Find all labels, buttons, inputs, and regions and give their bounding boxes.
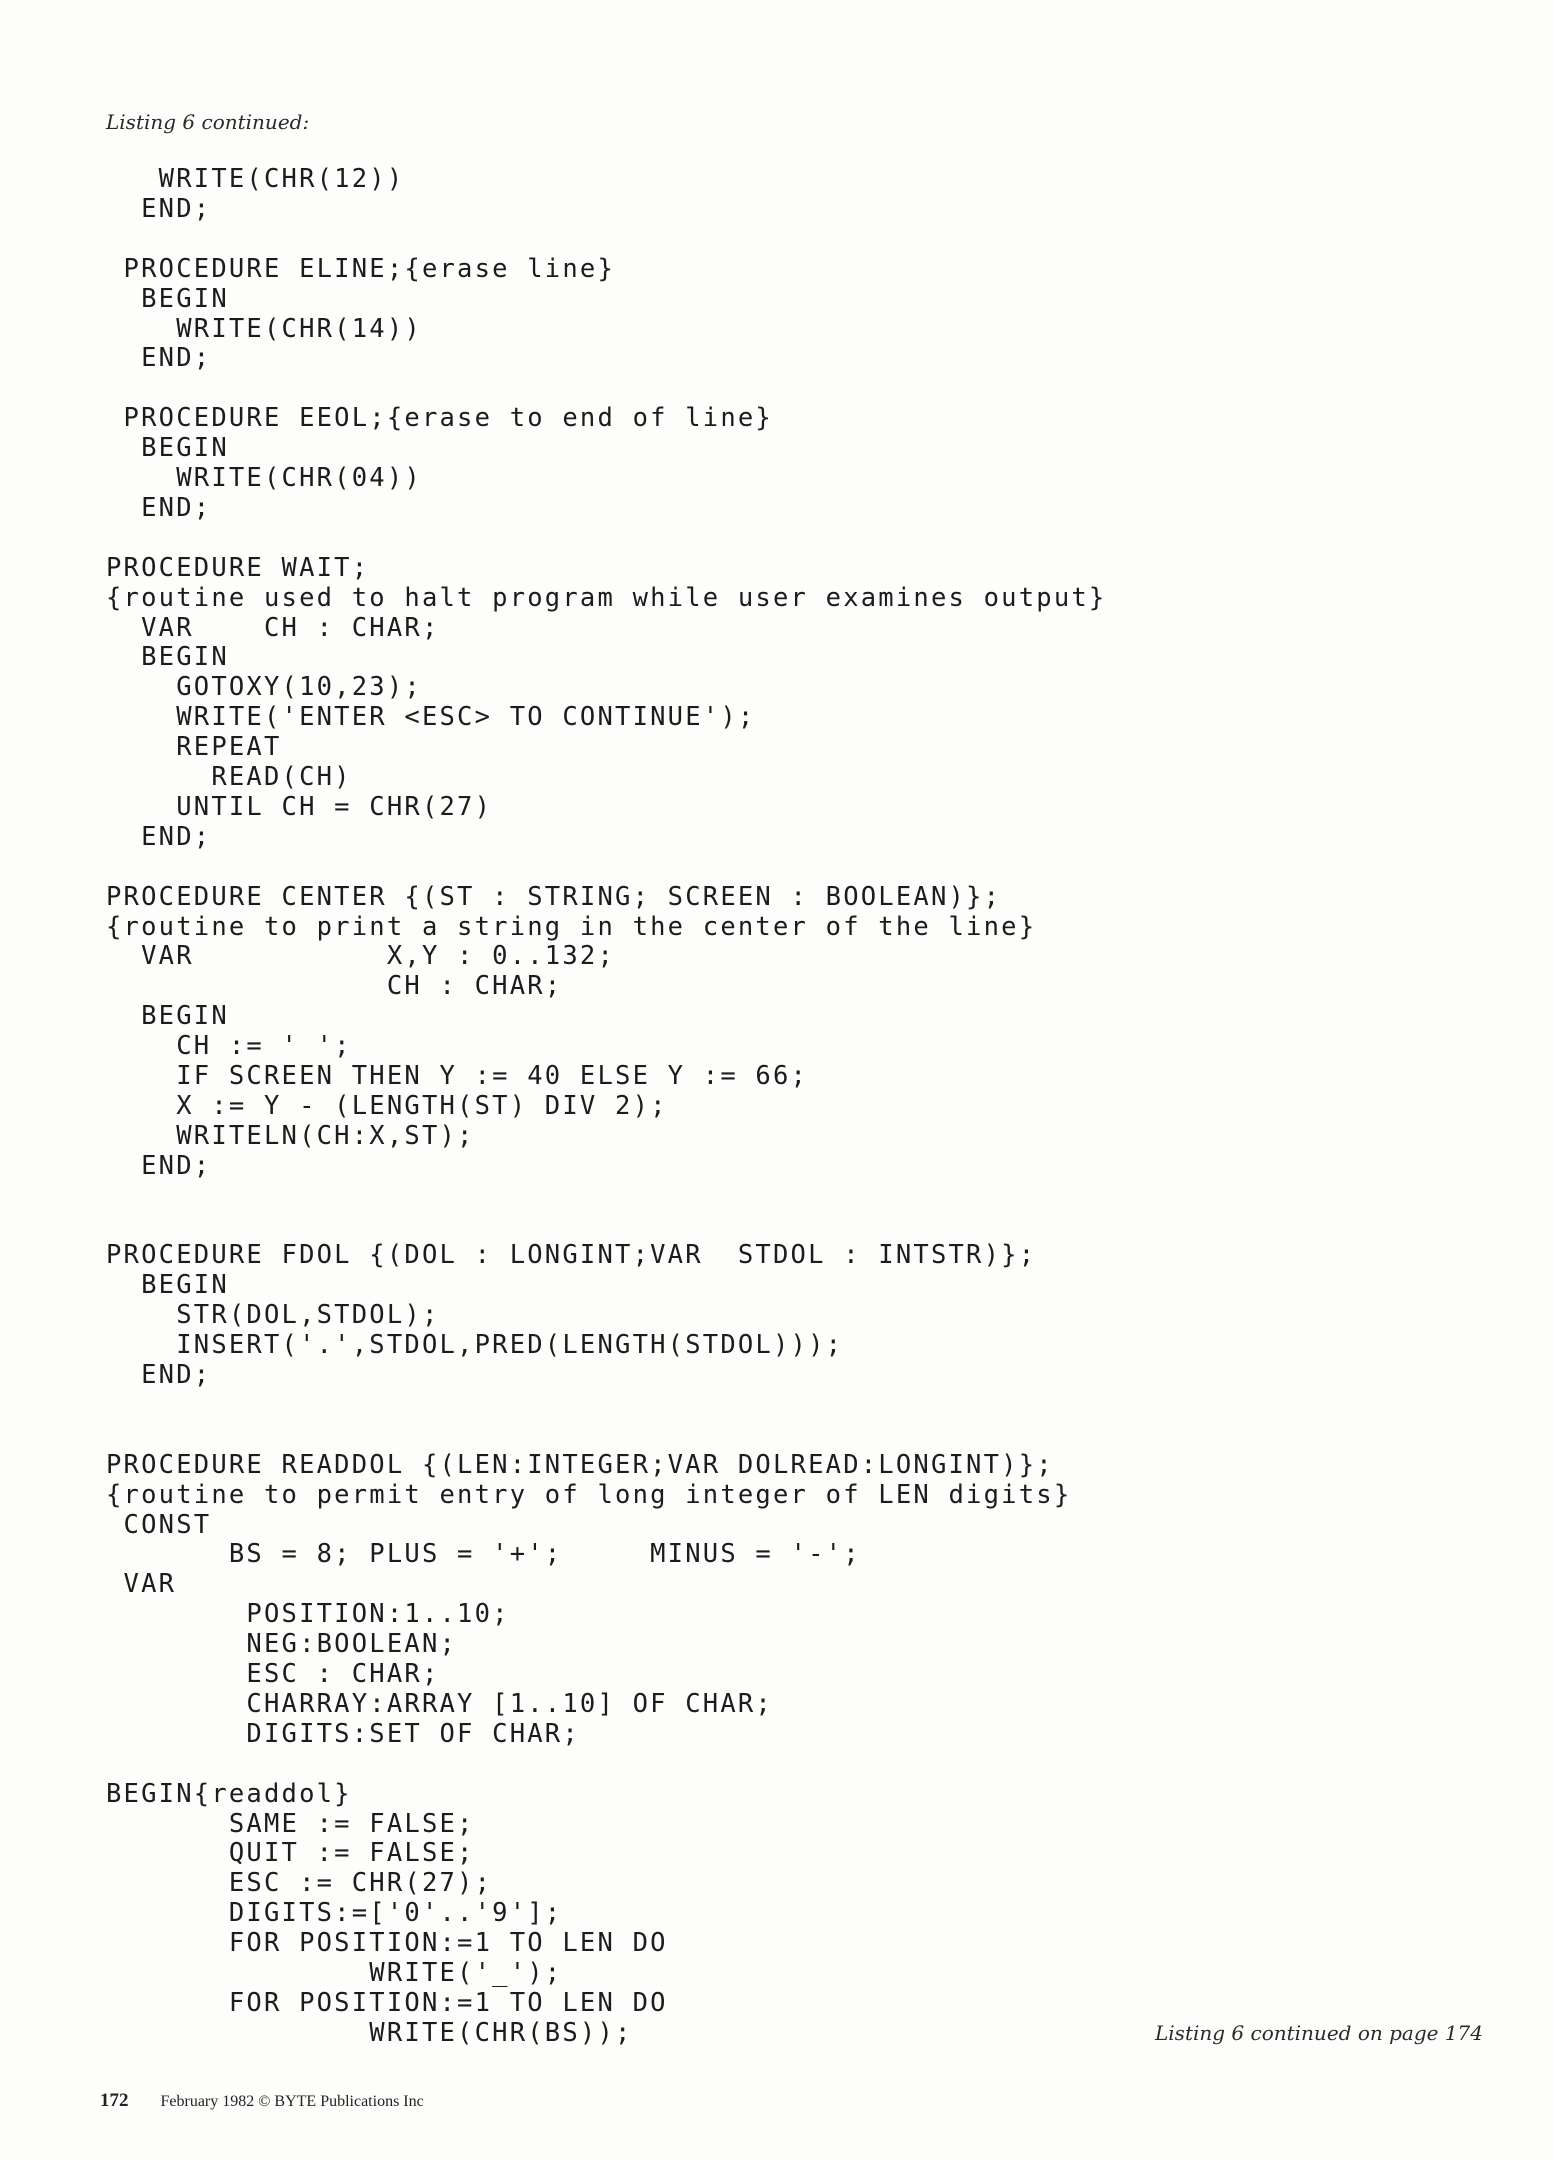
listing-header: Listing 6 continued: — [106, 110, 310, 134]
code-line: END; — [106, 343, 212, 373]
code-line: WRITE(CHR(12)) — [106, 164, 405, 194]
code-line: NEG:BOOLEAN; — [106, 1629, 458, 1659]
code-line: PROCEDURE WAIT; — [106, 553, 370, 583]
code-line: END; — [106, 822, 212, 852]
page-footer — [100, 2090, 424, 2112]
code-line: BS = 8; PLUS = '+'; MINUS = '-'; — [106, 1539, 861, 1569]
code-line: {routine to print a string in the center of the line} — [106, 912, 1037, 942]
code-line: WRITE(CHR(14)) — [106, 314, 422, 344]
code-line: BEGIN — [106, 433, 229, 463]
code-line: PROCEDURE READDOL {(LEN:INTEGER;VAR DOLREAD:LONGINT)}; — [106, 1450, 1054, 1480]
code-line: CH : CHAR; — [106, 971, 563, 1001]
code-line: INSERT('.',STDOL,PRED(LENGTH(STDOL))); — [106, 1330, 844, 1360]
code-line: READ(CH) — [106, 762, 352, 792]
code-line: BEGIN{readdol} — [106, 1779, 352, 1809]
code-line: PROCEDURE EEOL;{erase to end of line} — [106, 403, 773, 433]
code-line: BEGIN — [106, 284, 229, 314]
code-line: {routine to permit entry of long integer of LEN digits} — [106, 1480, 1072, 1510]
code-line: CONST — [106, 1510, 212, 1540]
code-line: ESC := CHR(27); — [106, 1868, 493, 1898]
code-line: PROCEDURE ELINE;{erase line} — [106, 254, 616, 284]
code-line: CHARRAY:ARRAY [1..10] OF CHAR; — [106, 1689, 773, 1719]
code-line: ESC : CHAR; — [106, 1659, 440, 1689]
code-line: VAR CH : CHAR; — [106, 613, 440, 643]
code-line: WRITE('_'); — [106, 1958, 563, 1988]
code-line: END; — [106, 1151, 212, 1181]
code-line: END; — [106, 194, 212, 224]
code-line: REPEAT — [106, 732, 282, 762]
code-line: DIGITS:SET OF CHAR; — [106, 1719, 580, 1749]
continued-note: Listing 6 continued on page 174 — [1155, 2021, 1483, 2045]
code-line: WRITE(CHR(04)) — [106, 463, 422, 493]
code-line: VAR — [106, 1569, 177, 1599]
code-line: BEGIN — [106, 1001, 229, 1031]
code-line: GOTOXY(10,23); — [106, 672, 422, 702]
code-line: CH := ' '; — [106, 1031, 352, 1061]
code-line: WRITELN(CH:X,ST); — [106, 1121, 475, 1151]
code-line: QUIT := FALSE; — [106, 1838, 475, 1868]
code-line: BEGIN — [106, 642, 229, 672]
code-line: WRITE(CHR(BS)); — [106, 2018, 633, 2048]
footer-text: February 1982 © BYTE Publications Inc — [160, 2093, 424, 2110]
code-line: FOR POSITION:=1 TO LEN DO — [106, 1988, 668, 2018]
code-line: POSITION:1..10; — [106, 1599, 510, 1629]
code-line: END; — [106, 1360, 212, 1390]
code-line: PROCEDURE FDOL {(DOL : LONGINT;VAR STDOL : INTSTR)}; — [106, 1240, 1037, 1270]
code-line: BEGIN — [106, 1270, 229, 1300]
page-number: 172 — [100, 2090, 129, 2111]
code-line: {routine used to halt program while user examines output} — [106, 583, 1107, 613]
code-line: VAR X,Y : 0..132; — [106, 941, 616, 971]
code-line: SAME := FALSE; — [106, 1809, 475, 1839]
code-line: UNTIL CH = CHR(27) — [106, 792, 493, 822]
code-line: IF SCREEN THEN Y := 40 ELSE Y := 66; — [106, 1061, 809, 1091]
code-line: END; — [106, 493, 212, 523]
code-line: X := Y - (LENGTH(ST) DIV 2); — [106, 1091, 668, 1121]
code-line: FOR POSITION:=1 TO LEN DO — [106, 1928, 668, 1958]
code-line: WRITE('ENTER <ESC> TO CONTINUE'); — [106, 702, 756, 732]
code-line: DIGITS:=['0'..'9']; — [106, 1898, 563, 1928]
code-line: STR(DOL,STDOL); — [106, 1300, 440, 1330]
code-line: PROCEDURE CENTER {(ST : STRING; SCREEN : BOOLEAN)}; — [106, 882, 1002, 912]
